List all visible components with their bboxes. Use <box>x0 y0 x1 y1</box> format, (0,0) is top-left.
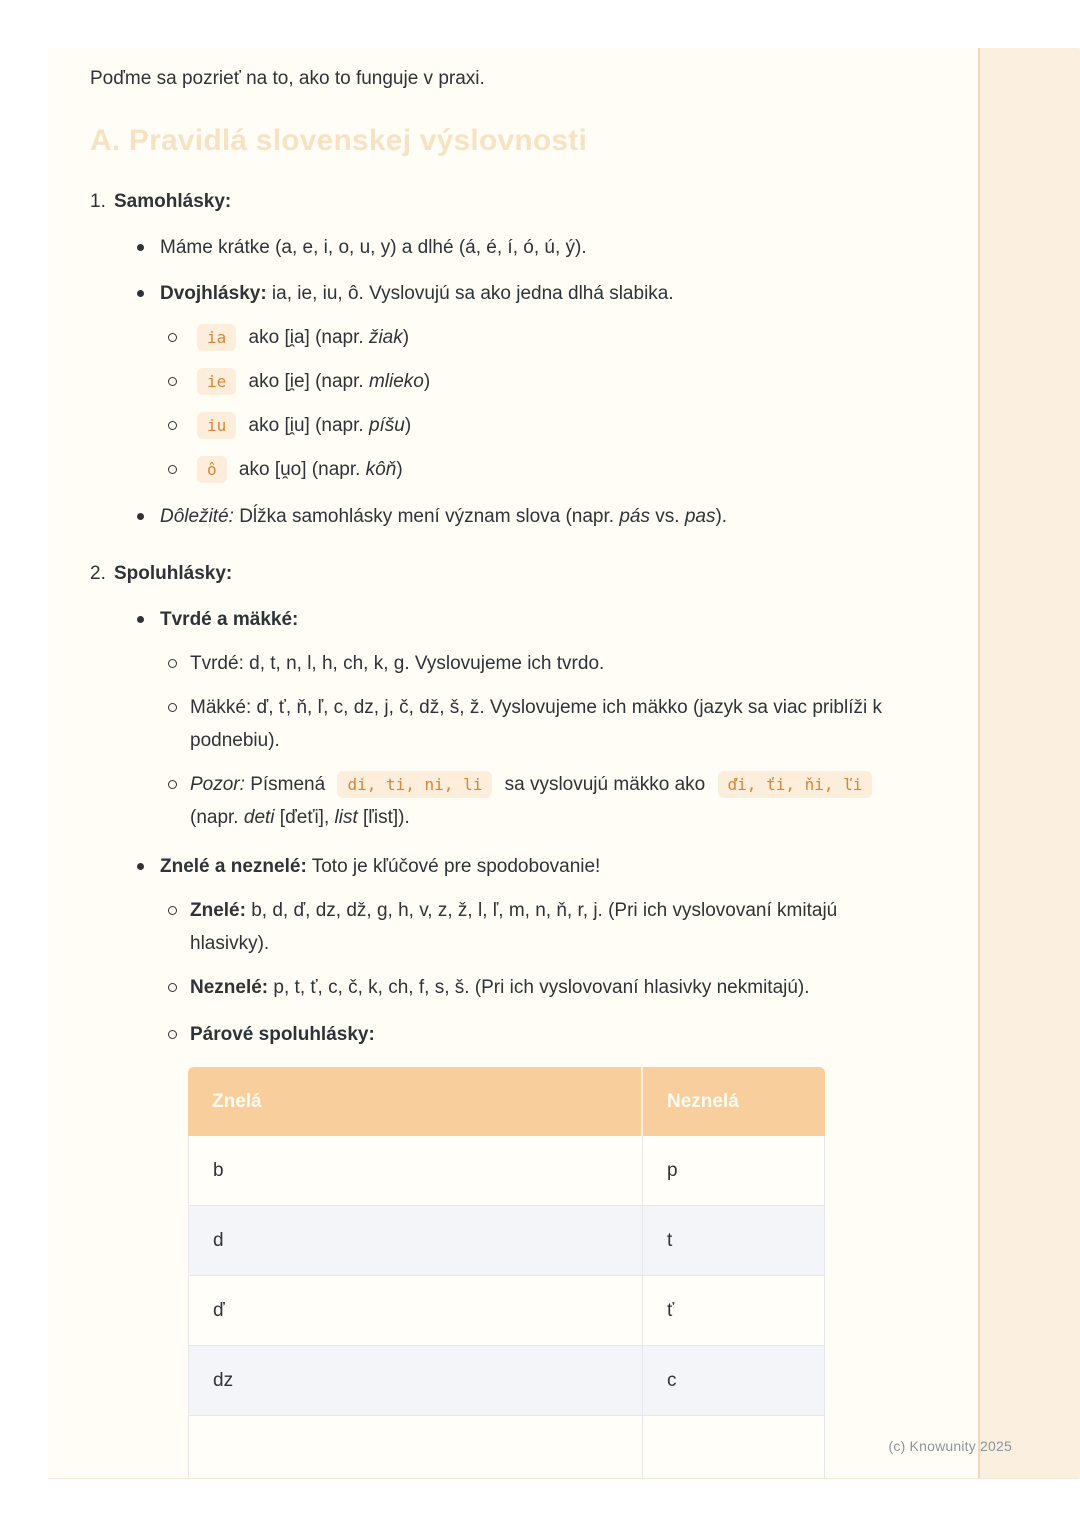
consonant-pairs-table <box>188 1067 825 1479</box>
text-segment: Pozor: <box>190 774 245 795</box>
list-item-text <box>190 365 885 398</box>
list-item-text <box>190 453 885 486</box>
list-item-text <box>160 850 885 883</box>
list-item-text <box>160 231 885 264</box>
text-segment: Znelé a neznelé: <box>160 856 307 877</box>
code-chip: ďi, ťi, ňi, ľi <box>718 771 873 798</box>
page-title: A. Pravidlá slovenskej výslovnosti <box>90 124 588 157</box>
list-item <box>90 971 885 1004</box>
bullet-icon <box>137 500 160 533</box>
list-item <box>90 647 885 680</box>
table-row <box>188 1136 825 1206</box>
copyright-watermark: (c) Knowunity 2025 <box>888 1438 1012 1454</box>
text-segment: Neznelé: <box>190 977 269 998</box>
text-segment: Písmená <box>244 774 331 795</box>
text-segment: p, t, ť, c, č, k, ch, f, s, š. (Pri ich vyslovovaní hlasivky nekmitajú). <box>268 977 810 998</box>
list-item <box>90 231 885 264</box>
circle-bullet-icon <box>168 365 190 398</box>
table-cell <box>188 1416 643 1479</box>
text-segment: b, d, ď, dz, dž, g, h, v, z, ž, l, ľ, m, n, ň, r, j. (Pri ich vyslovovaní kmitajú hlasivky). <box>190 900 838 954</box>
section-2-heading <box>90 557 885 590</box>
text-segment: ) <box>423 371 431 392</box>
code-chip: ie <box>197 368 236 395</box>
circle-bullet-icon <box>168 453 190 486</box>
text-segment: ) <box>396 459 403 480</box>
bullet-icon <box>137 850 160 883</box>
section-1-heading <box>90 185 885 218</box>
table-header-cell: Znelá <box>188 1067 643 1136</box>
text-segment: mlieko <box>368 371 424 392</box>
list-item <box>90 365 885 398</box>
table-cell: c <box>643 1346 825 1416</box>
text-segment: žiak <box>368 327 403 348</box>
text-segment: [ľist]). <box>357 807 410 828</box>
text-segment: ako [u̯o] (napr. <box>233 459 366 480</box>
text-segment: Dôležité: <box>160 506 234 527</box>
list-item-text <box>190 409 885 442</box>
list-item <box>90 894 885 960</box>
section-number: 1. <box>90 191 106 212</box>
text-segment: ) <box>402 327 410 348</box>
list-item <box>90 603 885 636</box>
list-item <box>90 277 885 310</box>
list-item-text <box>190 1018 885 1051</box>
circle-bullet-icon <box>168 647 190 680</box>
table-cell: p <box>643 1136 825 1206</box>
table-row <box>188 1416 825 1479</box>
text-segment: pás <box>619 506 650 527</box>
table-row <box>188 1346 825 1416</box>
list-item-text <box>190 647 885 680</box>
text-segment: Párové spoluhlásky: <box>190 1024 375 1045</box>
table-row <box>188 1206 825 1276</box>
text-segment: (napr. <box>190 807 244 828</box>
text-segment: Dvojhlásky: <box>160 283 267 304</box>
section-number: 2. <box>90 563 106 584</box>
bullet-icon <box>137 277 160 310</box>
list-item <box>90 453 885 486</box>
table-cell: d <box>188 1206 643 1276</box>
code-chip: iu <box>197 412 236 439</box>
circle-bullet-icon <box>168 894 190 960</box>
list-item-text <box>160 500 885 533</box>
text-segment: kôň <box>365 459 397 480</box>
list-item <box>90 321 885 354</box>
text-segment: Tvrdé: d, t, n, l, h, ch, k, g. Vyslovujeme ich tvrdo. <box>190 653 605 674</box>
section-title: Spoluhlásky: <box>114 563 233 584</box>
bullet-icon <box>137 231 160 264</box>
table-cell: b <box>188 1136 643 1206</box>
text-segment: vs. <box>649 506 685 527</box>
table-cell: t <box>643 1206 825 1276</box>
list-item <box>90 409 885 442</box>
text-segment: Máme krátke (a, e, i, o, u, y) a dlhé (á, é, í, ó, ú, ý). <box>160 237 587 258</box>
text-segment: sa vyslovujú mäkko ako <box>499 774 711 795</box>
text-segment: Tvrdé a mäkké: <box>160 609 299 630</box>
list-item-text <box>190 691 885 757</box>
table-header-cell: Neznelá <box>643 1067 825 1136</box>
circle-bullet-icon <box>168 768 190 834</box>
document-page <box>48 48 1080 1479</box>
intro-paragraph: Poďme sa pozrieť na to, ako to funguje v praxi. <box>90 68 485 89</box>
table-cell: ť <box>643 1276 825 1346</box>
list-item <box>90 500 885 533</box>
circle-bullet-icon <box>168 321 190 354</box>
text-segment: ). <box>715 506 728 527</box>
text-segment: Znelé: <box>190 900 246 921</box>
list-item-text <box>190 768 885 834</box>
text-segment: [ďeťi], <box>274 807 335 828</box>
section-title: Samohlásky: <box>114 191 232 212</box>
code-chip: ô <box>197 456 227 483</box>
text-segment: ia, ie, iu, ô. Vyslovujú sa ako jedna dlhá slabika. <box>266 283 674 304</box>
circle-bullet-icon <box>168 691 190 757</box>
text-segment: deti <box>243 807 275 828</box>
text-segment: ako [i̯u] (napr. <box>243 415 369 436</box>
table-header-row <box>188 1067 825 1136</box>
list-item-text <box>160 277 885 310</box>
table-row <box>188 1276 825 1346</box>
code-chip: di, ti, ni, li <box>337 771 492 798</box>
text-segment: list <box>334 807 358 828</box>
text-segment: ako [i̯e] (napr. <box>243 371 369 392</box>
list-item <box>90 691 885 757</box>
list-item-text <box>190 971 885 1004</box>
text-segment: ) <box>404 415 412 436</box>
text-segment: Toto je kľúčové pre spodobovanie! <box>306 856 601 877</box>
document-content <box>48 48 1080 1479</box>
list-item-text <box>160 603 885 636</box>
text-segment: ako [i̯a] (napr. <box>243 327 369 348</box>
circle-bullet-icon <box>168 971 190 1004</box>
bullet-icon <box>137 603 160 636</box>
text-segment: pas <box>684 506 716 527</box>
list-item-text <box>190 894 885 960</box>
list-item <box>90 850 885 883</box>
list-item <box>90 1018 885 1051</box>
list-item-text <box>190 321 885 354</box>
code-chip: ia <box>197 324 236 351</box>
circle-bullet-icon <box>168 1018 190 1051</box>
text-segment: píšu <box>368 415 405 436</box>
table-cell: dz <box>188 1346 643 1416</box>
table-cell <box>643 1416 825 1479</box>
text-segment: Mäkké: ď, ť, ň, ľ, c, dz, j, č, dž, š, ž. Vyslovujeme ich mäkko (jazyk sa viac priblíži k podnebiu). <box>190 697 882 751</box>
text-segment: Dĺžka samohlásky mení význam slova (napr. <box>233 506 620 527</box>
list-item <box>90 768 885 834</box>
table-cell: ď <box>188 1276 643 1346</box>
circle-bullet-icon <box>168 409 190 442</box>
